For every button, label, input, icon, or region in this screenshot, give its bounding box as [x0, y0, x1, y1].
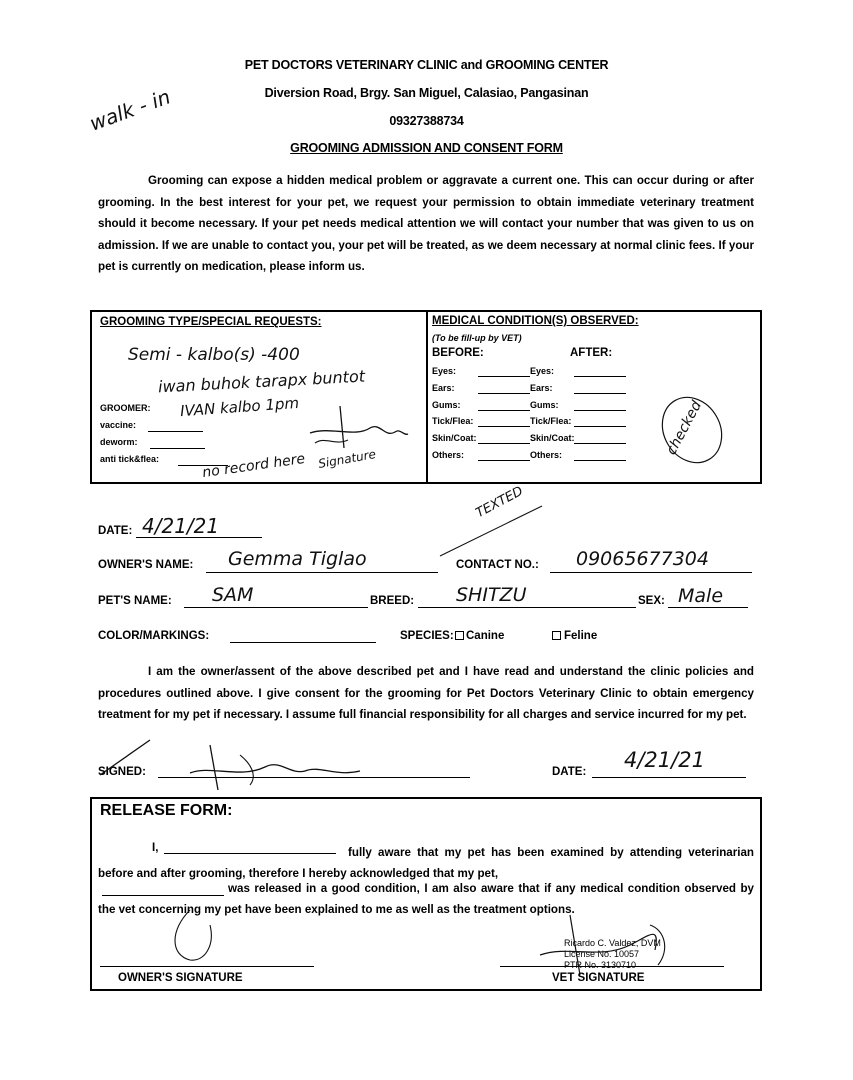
feline-label: Feline — [564, 630, 598, 642]
medical-before-row-label: Gums: — [432, 399, 461, 410]
release-text-part1: fully aware that my pet has been examined by attending veterinarian before and after grooming, therefore I hereby acknowledged that my pet, — [98, 846, 754, 881]
medical-before-row-label: Ears: — [432, 382, 455, 393]
canine-label: Canine — [466, 630, 505, 642]
medical-before-row-label: Skin/Coat: — [432, 433, 477, 444]
medical-before-row-label: Tick/Flea: — [432, 416, 474, 427]
medical-after-row-field[interactable] — [574, 426, 626, 427]
medical-before-row-label: Eyes: — [432, 366, 457, 376]
groomer-label: GROOMER: — [100, 403, 151, 413]
breed-label: BREED: — [370, 595, 415, 607]
walk-in-note: walk - in — [86, 84, 174, 136]
medical-after-row-field[interactable] — [574, 376, 626, 377]
sex-value[interactable]: Male — [678, 585, 724, 607]
vet-stamp-name: Ricardo C. Valdez, DVM — [564, 938, 661, 948]
feline-checkbox[interactable] — [552, 631, 561, 640]
medical-subtitle: (To be fill-up by VET) — [432, 333, 522, 343]
before-label: BEFORE: — [432, 347, 484, 359]
release-form-title: RELEASE FORM: — [100, 802, 233, 819]
consent-paragraph: I am the owner/assent of the above described pet and I have read and understand the clinic policies and procedures outlined above. I give consent for the grooming for Pet Doctors Veterinary Clinic to obtain emergency treatment for my pet if necessary. I assume full financial responsibility for all charges and service incurred for my pet. — [98, 665, 754, 722]
owner-signature-label: OWNER'S SIGNATURE — [118, 972, 243, 984]
sex-line — [668, 607, 748, 608]
owner-signature-scribble — [90, 735, 380, 795]
color-markings-field[interactable] — [230, 642, 376, 643]
contact-value[interactable]: 09065677304 — [576, 548, 709, 570]
medical-before-row-label: Others: — [432, 450, 465, 460]
owner-name-label: OWNER'S NAME: — [98, 559, 194, 571]
breed-value[interactable]: SHITZU — [456, 584, 527, 606]
clinic-address: Diversion Road, Brgy. San Miguel, Calasiao, Pangasinan — [264, 86, 589, 100]
clinic-phone: 09327388734 — [389, 114, 464, 128]
medical-after-row-label: Skin/Coat: — [530, 433, 575, 444]
after-label: AFTER: — [570, 347, 613, 359]
medical-after-row-field[interactable] — [574, 393, 626, 394]
vet-stamp-ptr: PTR No. 3130710 — [564, 960, 637, 970]
medical-after-row-label: Eyes: — [530, 366, 555, 376]
medical-after-row-label: Ears: — [530, 382, 553, 393]
grooming-request-line1[interactable]: Semi - kalbo(s) -400 — [128, 345, 300, 365]
pet-name-label: PET'S NAME: — [98, 595, 172, 607]
intro-paragraph: Grooming can expose a hidden medical problem or aggravate a current one. This can occur during or after grooming. In the best interest for your pet, we request your permission to obtain immediate veterinary treatment should it become necessary. If your pet needs medical attention we will contact your number that was given to us on admission. If we are unable to contact you, your pet will be treated, as we deem necessary at normal clinic fees. If your pet is currently on medication, please inform us. — [98, 174, 754, 274]
owner-name-line — [206, 572, 438, 573]
date-value[interactable]: 4/21/21 — [142, 514, 220, 538]
box-divider — [426, 312, 428, 482]
medical-before-row-field[interactable] — [478, 376, 530, 377]
contact-label: CONTACT NO.: — [456, 559, 539, 571]
signed-date-value[interactable]: 4/21/21 — [624, 748, 705, 772]
canine-checkbox[interactable] — [455, 631, 464, 640]
medical-before-row-field[interactable] — [478, 410, 530, 411]
antitick-label: anti tick&flea: — [100, 454, 160, 464]
medical-before-row-field[interactable] — [478, 426, 530, 427]
medical-after-row-field[interactable] — [574, 443, 626, 444]
release-text-part2: was released in a good condition, I am also aware that if any medical condition observed by the vet concerning my pet have been explained to me as well as the treatment options. — [98, 882, 754, 917]
vaccine-label: vaccine: — [100, 420, 137, 430]
no-record-note: no record here — [201, 450, 307, 482]
medical-after-row-field[interactable] — [574, 460, 626, 461]
medical-after-row-label: Gums: — [530, 399, 559, 410]
sex-label: SEX: — [638, 595, 665, 607]
release-i-label: I, — [152, 842, 159, 854]
pet-name-line — [184, 607, 368, 608]
contact-line — [550, 572, 752, 573]
grooming-request-line2[interactable]: iwan buhok tarapx buntot — [157, 366, 366, 397]
form-title: GROOMING ADMISSION AND CONSENT FORM — [290, 141, 563, 155]
deworm-field[interactable] — [150, 448, 205, 449]
owner-signature-line[interactable] — [100, 966, 314, 967]
owner-name-value[interactable]: Gemma Tiglao — [228, 548, 367, 570]
medical-after-row-label: Tick/Flea: — [530, 416, 572, 427]
species-label: SPECIES: — [400, 630, 454, 642]
medical-before-row-field[interactable] — [478, 443, 530, 444]
vet-signature-line[interactable] — [500, 966, 724, 967]
medical-section-title: MEDICAL CONDITION(S) OBSERVED: — [432, 315, 639, 327]
signed-date-line — [592, 777, 746, 778]
medical-before-row-field[interactable] — [478, 393, 530, 394]
groomer-value[interactable]: IVAN kalbo 1pm — [179, 393, 300, 421]
color-markings-label: COLOR/MARKINGS: — [98, 630, 210, 642]
release-owner-scribble — [160, 900, 240, 970]
texted-note: TEXTED — [473, 483, 526, 522]
vet-signature-label: VET SIGNATURE — [552, 972, 645, 984]
signed-label: SIGNED: — [98, 766, 146, 778]
clinic-name: PET DOCTORS VETERINARY CLINIC and GROOMING CENTER — [244, 58, 609, 72]
grooming-section-title: GROOMING TYPE/SPECIAL REQUESTS: — [100, 316, 322, 328]
pet-name-value[interactable]: SAM — [212, 584, 254, 606]
medical-before-row-field[interactable] — [478, 460, 530, 461]
date-label: DATE: — [98, 525, 133, 537]
signed-date-label: DATE: — [552, 766, 587, 778]
deworm-label: deworm: — [100, 437, 138, 447]
breed-line — [418, 607, 636, 608]
checked-note: checked — [663, 398, 706, 458]
texted-stroke — [430, 500, 550, 560]
medical-after-row-field[interactable] — [574, 410, 626, 411]
medical-after-row-label: Others: — [530, 450, 563, 460]
signature-note: Signature — [317, 447, 377, 471]
groomer-signature-scribble — [300, 398, 410, 458]
vaccine-field[interactable] — [148, 431, 203, 432]
vet-stamp-license: License No. 10057 — [564, 949, 640, 959]
